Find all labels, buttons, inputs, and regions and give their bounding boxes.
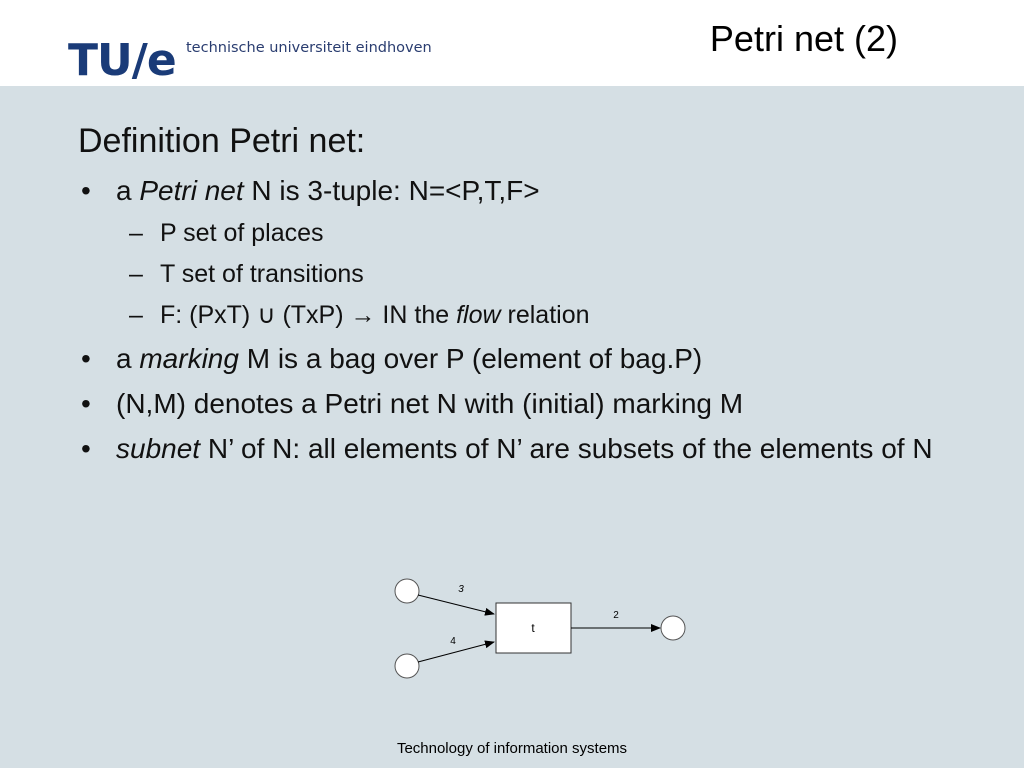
tue-logo: TU/e xyxy=(68,35,176,86)
bullet-text: N is 3-tuple: N=<P,T,F> xyxy=(243,175,540,206)
emphasis-text: Petri net xyxy=(139,175,244,206)
bullet-text: (N,M) denotes a Petri net N with (initial) marking M xyxy=(116,388,744,419)
bullet-petri-net xyxy=(78,173,958,209)
sub-item-flow xyxy=(78,300,958,331)
slide-footer: Technology of information systems xyxy=(396,740,628,757)
slide-title: Petri net (2) xyxy=(709,18,898,59)
arc-top-to-transition xyxy=(418,595,494,614)
emphasis-text: marking xyxy=(139,343,239,374)
sub-item-text: P set of places xyxy=(160,219,324,247)
bullet-marking xyxy=(78,341,958,377)
input-place-bottom xyxy=(395,654,419,678)
transition-label: t xyxy=(531,621,535,635)
definition-heading: Definition Petri net: xyxy=(78,122,366,160)
slide-content xyxy=(78,122,958,476)
output-place xyxy=(661,616,685,640)
bullet-marker: • xyxy=(81,343,91,374)
arc-weight-bottom: 4 xyxy=(450,636,456,647)
bullet-marker: • xyxy=(81,433,91,464)
arc-bottom-to-transition xyxy=(418,642,494,662)
sub-item-transitions xyxy=(78,259,958,290)
emphasis-text: flow xyxy=(456,301,501,329)
sub-item-text: F: (PxT) ∪ (TxP) → IN the xyxy=(160,301,457,329)
university-name: technische universiteit eindhoven xyxy=(186,40,432,56)
bullet-text: M is a bag over P (element of bag.P) xyxy=(238,343,703,374)
sub-item-places xyxy=(78,218,958,249)
sub-item-text: relation xyxy=(500,301,590,329)
dash-marker: – xyxy=(129,301,143,329)
input-place-top xyxy=(395,579,419,603)
dash-marker: – xyxy=(129,219,143,247)
bullet-initial-marking xyxy=(78,386,958,422)
petri-net-diagram xyxy=(385,568,705,688)
bullet-marker: • xyxy=(81,175,91,206)
bullet-subnet xyxy=(78,431,958,467)
slide-header xyxy=(0,0,1024,86)
bullet-text: a xyxy=(116,343,140,374)
arc-weight-top: 3 xyxy=(458,584,464,595)
dash-marker: – xyxy=(129,260,143,288)
bullet-text: a xyxy=(116,175,140,206)
sub-item-text: T set of transitions xyxy=(160,260,364,288)
bullet-text: N’ of N: all elements of N’ are subsets of the elements of N xyxy=(200,433,933,464)
arc-weight-output: 2 xyxy=(613,610,619,621)
emphasis-text: subnet xyxy=(116,433,201,464)
bullet-marker: • xyxy=(81,388,91,419)
